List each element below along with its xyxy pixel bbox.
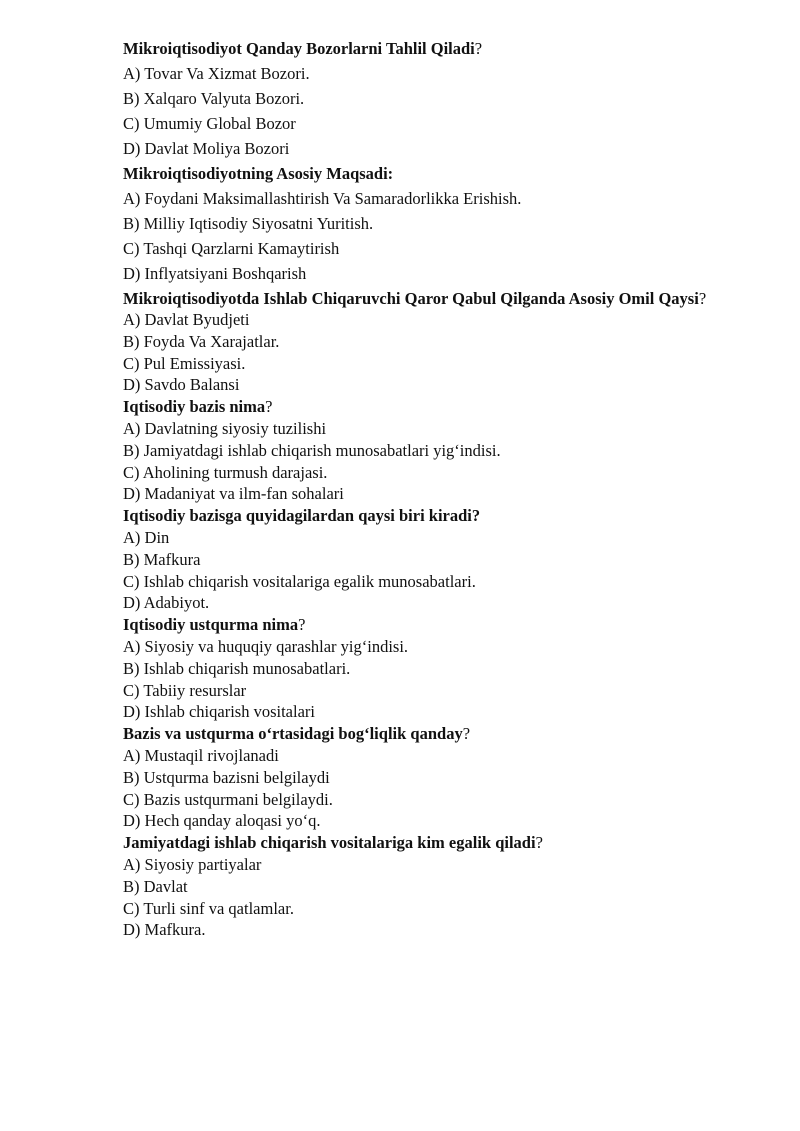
question-block bbox=[123, 832, 743, 941]
answer-option: D) Hech qanday aloqasi yo‘q. bbox=[123, 811, 321, 831]
answer-option: A) Siyosiy va huquqiy qarashlar yig‘indisi. bbox=[123, 636, 409, 656]
answer-option: C) Turli sinf va qatlamlar. bbox=[123, 898, 294, 918]
answer-option: A) Foydani Maksimallashtirish Va Samaradorlikka Erishish. bbox=[123, 189, 522, 208]
question-block bbox=[123, 36, 743, 161]
answer-option: D) Davlat Moliya Bozori bbox=[123, 139, 290, 158]
question-title: Jamiyatdagi ishlab chiqarish vositalariga kim egalik qiladi? bbox=[123, 833, 543, 853]
question-block bbox=[123, 505, 743, 614]
question-block bbox=[123, 614, 743, 723]
question-title: Bazis va ustqurma o‘rtasidagi bog‘liqlik qanday? bbox=[123, 724, 471, 744]
answer-option: A) Mustaqil rivojlanadi bbox=[123, 745, 279, 765]
answer-option: D) Madaniyat va ilm-fan sohalari bbox=[123, 484, 344, 504]
answer-option: A) Davlatning siyosiy tuzilishi bbox=[123, 418, 327, 438]
answer-option: B) Davlat bbox=[123, 876, 188, 896]
question-block bbox=[123, 723, 743, 832]
answer-option: B) Ishlab chiqarish munosabatlari. bbox=[123, 658, 351, 678]
answer-option: C) Umumiy Global Bozor bbox=[123, 114, 296, 133]
question-block bbox=[123, 288, 743, 396]
document-page bbox=[123, 36, 743, 941]
answer-option: C) Tashqi Qarzlarni Kamaytirish bbox=[123, 239, 340, 258]
answer-option: C) Ishlab chiqarish vositalariga egalik munosabatlari. bbox=[123, 571, 476, 591]
answer-option: C) Bazis ustqurmani belgilaydi. bbox=[123, 789, 333, 809]
question-title: Mikroiqtisodiyot Qanday Bozorlarni Tahlil Qiladi? bbox=[123, 39, 483, 58]
answer-option: C) Tabiiy resurslar bbox=[123, 680, 247, 700]
answer-option: B) Jamiyatdagi ishlab chiqarish munosabatlari yig‘indisi. bbox=[123, 440, 501, 460]
answer-option: B) Milliy Iqtisodiy Siyosatni Yuritish. bbox=[123, 214, 374, 233]
answer-option: A) Tovar Va Xizmat Bozori. bbox=[123, 64, 310, 83]
answer-option: A) Din bbox=[123, 527, 170, 547]
answer-option: D) Mafkura. bbox=[123, 920, 206, 940]
question-block bbox=[123, 161, 743, 286]
question-title: Iqtisodiy bazisga quyidagilardan qaysi biri kiradi? bbox=[123, 506, 481, 526]
answer-option: A) Davlat Byudjeti bbox=[123, 310, 250, 329]
question-title: Mikroiqtisodiyotda Ishlab Chiqaruvchi Qaror Qabul Qilganda Asosiy Omil Qaysi? bbox=[123, 289, 707, 308]
answer-option: C) Aholining turmush darajasi. bbox=[123, 462, 328, 482]
answer-option: B) Mafkura bbox=[123, 549, 201, 569]
answer-option: A) Siyosiy partiyalar bbox=[123, 854, 262, 874]
answer-option: B) Ustqurma bazisni belgilaydi bbox=[123, 767, 330, 787]
answer-option: D) Savdo Balansi bbox=[123, 375, 240, 395]
answer-option: D) Ishlab chiqarish vositalari bbox=[123, 702, 315, 722]
answer-option: D) Inflyatsiyani Boshqarish bbox=[123, 264, 307, 283]
answer-option: D) Adabiyot. bbox=[123, 593, 210, 613]
answer-option: C) Pul Emissiyasi. bbox=[123, 353, 246, 373]
question-block bbox=[123, 396, 743, 505]
question-title: Iqtisodiy ustqurma nima? bbox=[123, 615, 306, 635]
answer-option: B) Foyda Va Xarajatlar. bbox=[123, 331, 280, 351]
answer-option: B) Xalqaro Valyuta Bozori. bbox=[123, 89, 305, 108]
question-title: Iqtisodiy bazis nima? bbox=[123, 397, 273, 417]
question-title: Mikroiqtisodiyotning Asosiy Maqsadi: bbox=[123, 164, 394, 183]
